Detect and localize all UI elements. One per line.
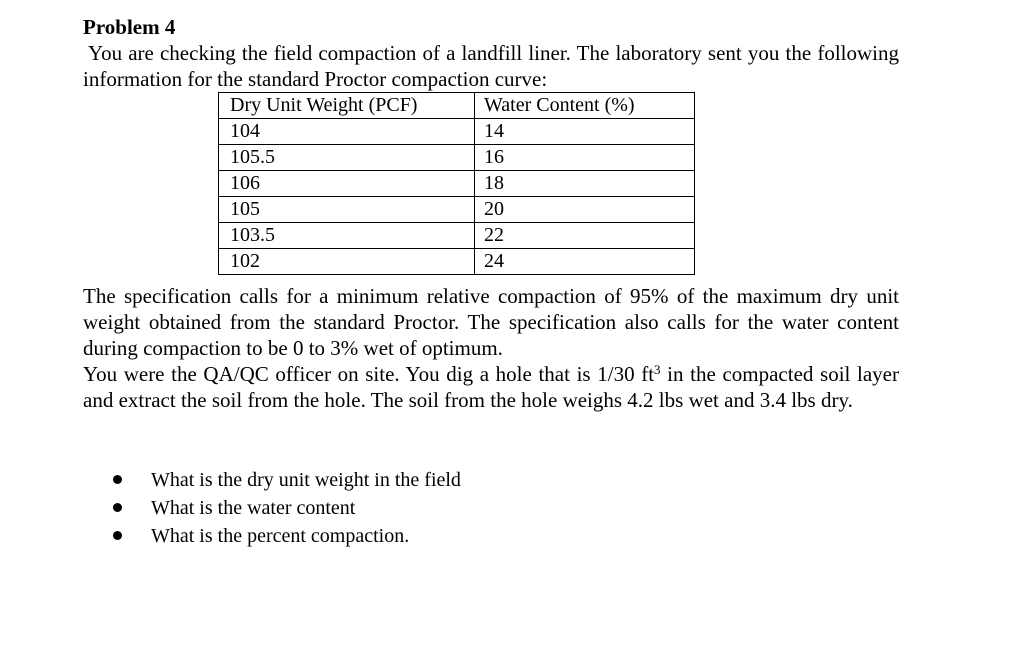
cell-water-content: 14	[475, 119, 695, 145]
bullet-icon	[113, 475, 122, 484]
proctor-curve-table	[218, 92, 695, 275]
table-row	[219, 249, 695, 275]
qa-paragraph	[83, 361, 899, 413]
cell-dry-unit-weight: 103.5	[219, 223, 475, 249]
cell-water-content: 16	[475, 145, 695, 171]
cell-dry-unit-weight: 102	[219, 249, 475, 275]
cell-water-content: 20	[475, 197, 695, 223]
qa-text-after: in the compacted soil layer and extract the soil from the hole. The soil from the hole weighs 4.2 lbs wet and 3.4 lbs dry.	[83, 362, 899, 412]
list-item	[113, 494, 461, 522]
cell-dry-unit-weight: 106	[219, 171, 475, 197]
header-dry-unit-weight: Dry Unit Weight (PCF)	[219, 93, 475, 119]
table-header-row	[219, 93, 695, 119]
question-text: What is the water content	[151, 497, 356, 519]
table-row	[219, 197, 695, 223]
question-list	[113, 466, 461, 550]
table-row	[219, 145, 695, 171]
list-item	[113, 522, 461, 550]
bullet-icon	[113, 531, 122, 540]
problem-title: Problem 4	[83, 15, 176, 39]
cell-dry-unit-weight: 104	[219, 119, 475, 145]
question-text: What is the dry unit weight in the field	[151, 469, 461, 491]
cell-water-content: 22	[475, 223, 695, 249]
cell-dry-unit-weight: 105.5	[219, 145, 475, 171]
header-water-content: Water Content (%)	[475, 93, 695, 119]
table-row	[219, 119, 695, 145]
specification-paragraph: The specification calls for a minimum relative compaction of 95% of the maximum dry unit weight obtained from the standard Proctor. The specification also calls for the water content during compaction to be 0 to 3% wet of optimum.	[83, 284, 899, 360]
problem-intro: You are checking the field compaction of a landfill liner. The laboratory sent you the following information for the standard Proctor compaction curve:	[83, 41, 899, 91]
cell-water-content: 24	[475, 249, 695, 275]
table-row	[219, 223, 695, 249]
table-row	[219, 171, 695, 197]
list-item	[113, 466, 461, 494]
cubic-superscript: 3	[654, 362, 661, 377]
cell-dry-unit-weight: 105	[219, 197, 475, 223]
qa-text-before: You were the QA/QC officer on site. You dig a hole that is 1/30 ft	[83, 362, 655, 386]
question-text: What is the percent compaction.	[151, 525, 410, 547]
cell-water-content: 18	[475, 171, 695, 197]
bullet-icon	[113, 503, 122, 512]
